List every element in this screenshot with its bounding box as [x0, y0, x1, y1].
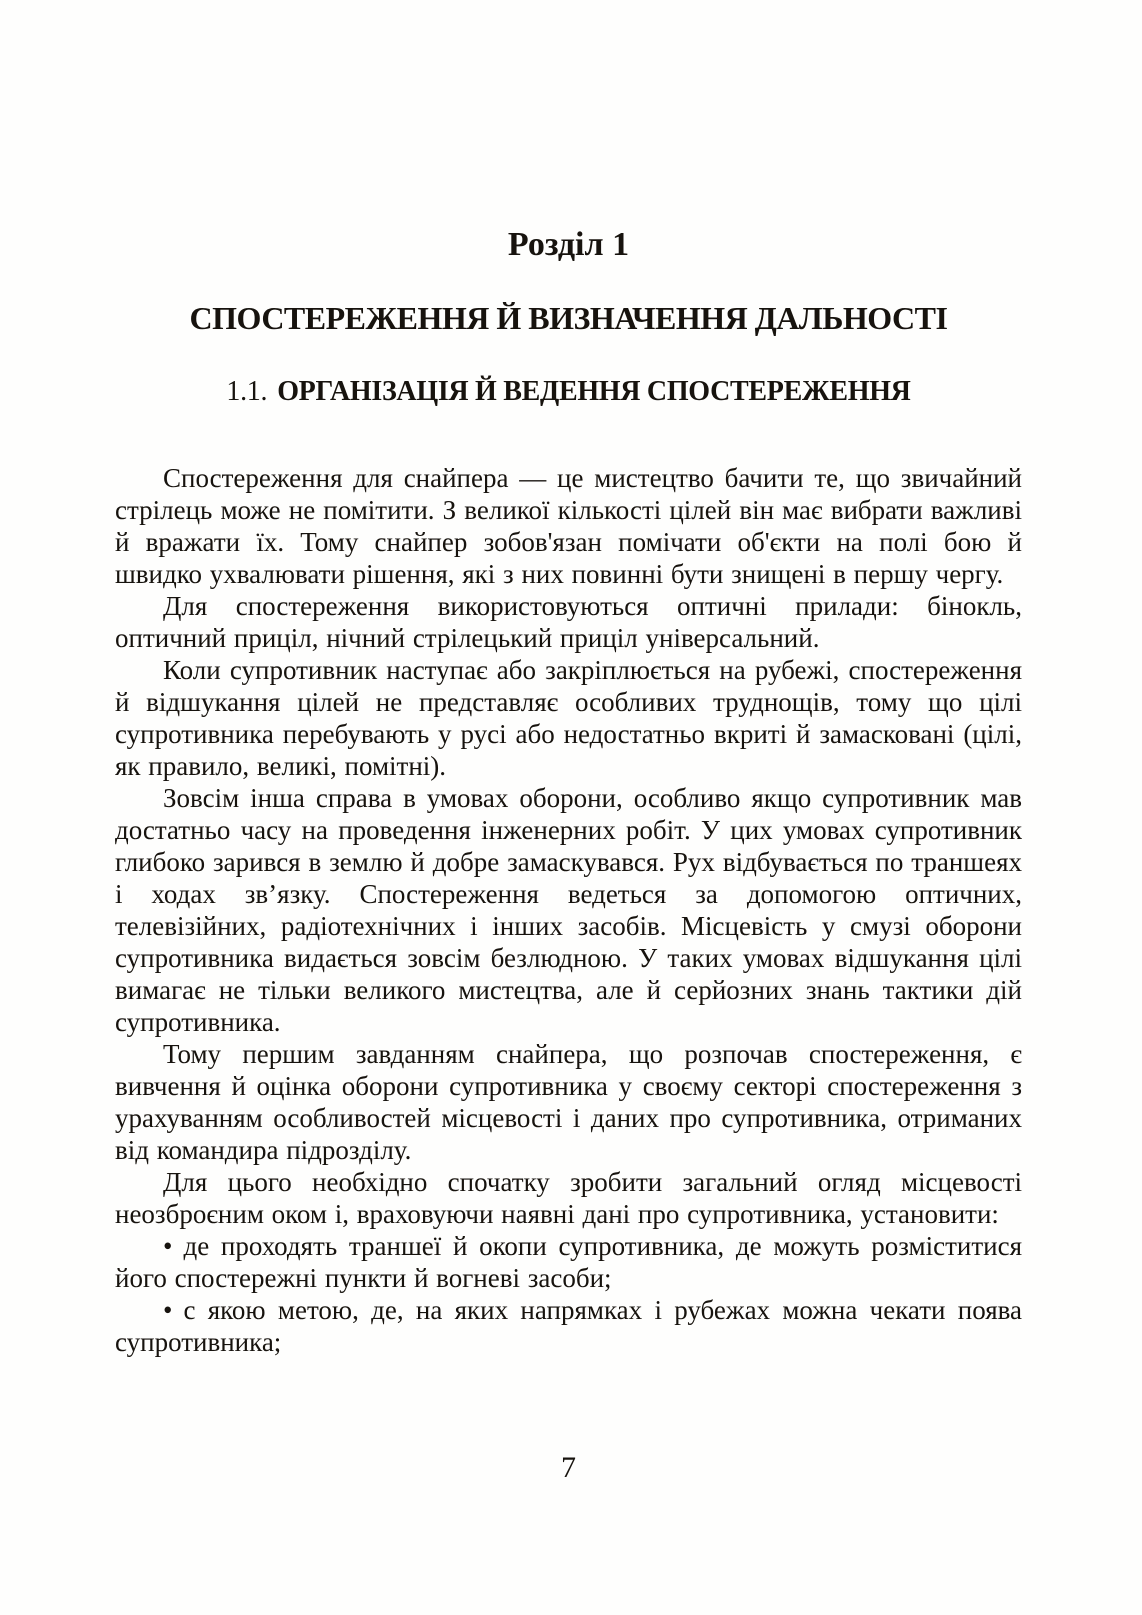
paragraph: Спостереження для снайпера — це мистецтво бачити те, що звичайний стрілець може не помітити. З великої кількості цілей він має вибрати важливі й вражати їх. Тому снайпер зобов'язан помічати об'єкти на полі бою й швидко ухвалювати рішення, які з них повинні бути знищені в першу чергу.	[115, 463, 1022, 589]
paragraph: Зовсім інша справа в умовах оборони, особливо якщо супротивник мав достатньо часу на проведення інженерних робіт. У цих умовах супротивник глибоко зарився в землю й добре замаскувався. Рух відбувається по траншеях і ходах зв’язку. Спостереження ведеться за допомогою оптичних, телевізійних, радіотехнічних і інших засобів. Місцевість у смузі оборони супротивника видається зовсім безлюдною. У таких умовах відшукання цілі вимагає не тільки великого мистецтва, але й серйозних знань тактики дій супротивника.	[115, 783, 1022, 1037]
bullet-item	[115, 1230, 1022, 1294]
text-block	[115, 0, 1022, 1358]
paragraph: Для цього необхідно спочатку зробити загальний огляд місцевості неозброєним оком і, враховуючи наявні дані про супротивника, установити:	[115, 1167, 1022, 1229]
chapter-label: Розділ 1	[507, 226, 630, 263]
page-number: 7	[561, 1451, 576, 1484]
body-text	[115, 462, 1022, 1358]
section-number: 1.1.	[226, 376, 268, 407]
bullet-marker: •	[163, 1231, 173, 1261]
section-title: ОРГАНІЗАЦІЯ Й ВЕДЕННЯ СПОСТЕРЕЖЕННЯ	[277, 376, 911, 407]
bullet-text: с якою метою, де, на яких напрямках і рубежах можна чекати поява супротивника;	[115, 1295, 1022, 1357]
bullet-marker: •	[163, 1295, 173, 1325]
chapter-title: СПОСТЕРЕЖЕННЯ Й ВИЗНАЧЕННЯ ДАЛЬНОСТІ	[189, 300, 948, 336]
paragraph: Коли супротивник наступає або закріплюється на рубежі, спостереження й відшукання цілей не представляє особливих труднощів, тому що цілі супротивника перебувають у русі або недостатньо вкриті й замасковані (цілі, як правило, великі, помітні).	[115, 655, 1022, 781]
bullet-item	[115, 1294, 1022, 1358]
paragraph: Тому першим завданням снайпера, що розпочав спостереження, є вивчення й оцінка оборони супротивника у своєму секторі спостереження з урахуванням особливостей місцевості і даних про супротивника, отриманих від командира підрозділу.	[115, 1039, 1022, 1165]
paragraph: Для спостереження використовуються оптичні прилади: бінокль, оптичний приціл, нічний стрілецький приціл універсальний.	[115, 591, 1022, 653]
section-heading	[115, 374, 1022, 410]
bullet-text: де проходять траншеї й окопи супротивника, де можуть розміститися його спостережні пункти й вогневі засоби;	[115, 1231, 1022, 1293]
